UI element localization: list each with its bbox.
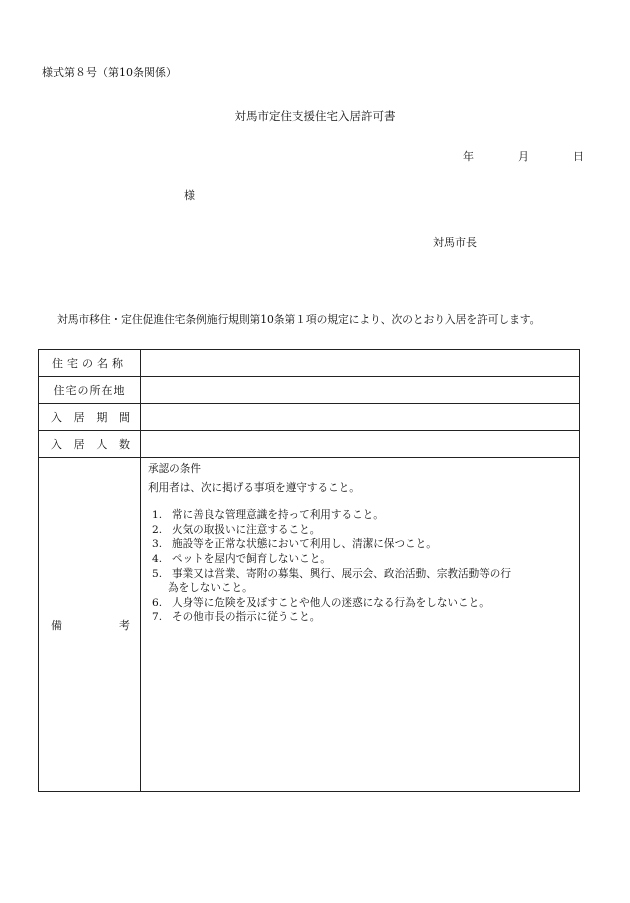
row-label-residence-period bbox=[39, 404, 141, 431]
conditions-heading: 承認の条件 bbox=[148, 463, 201, 475]
date-year: 年 bbox=[463, 150, 474, 163]
label-char: 期 bbox=[96, 411, 108, 424]
label-spread bbox=[39, 409, 140, 425]
form-number: 様式第８号（第10条関係） bbox=[42, 66, 177, 79]
list-item bbox=[148, 552, 573, 567]
list-item-text: その他市長の指示に従うこと。 bbox=[172, 611, 321, 624]
remarks-label-left: 備 bbox=[51, 618, 62, 632]
row-value-occupant-count bbox=[141, 431, 580, 458]
list-item-continuation-text: 為をしないこと。 bbox=[168, 582, 253, 595]
list-item bbox=[148, 523, 573, 538]
list-item-text: 常に善良な管理意識を持って利用すること。 bbox=[172, 509, 384, 522]
label-char: 入 bbox=[51, 438, 62, 451]
remarks-content bbox=[141, 458, 580, 792]
label-char: 居 bbox=[73, 438, 85, 451]
row-value-housing-address bbox=[141, 377, 580, 404]
label-char: 入 bbox=[51, 411, 62, 424]
table-row bbox=[39, 377, 580, 404]
list-item-number: 2. bbox=[152, 523, 163, 536]
list-item-text: 事業又は営業、寄附の募集、興行、展示会、政治活動、宗教活動等の行 bbox=[172, 567, 511, 580]
list-item-number: 1. bbox=[152, 509, 163, 522]
permission-statement: 対馬市移住・定住促進住宅条例施行規則第10条第１項の規定により、次のとおり入居を許可します。 bbox=[57, 313, 541, 326]
list-item-text: 人身等に危険を及ぼすことや他人の迷惑になる行為をしないこと。 bbox=[172, 596, 490, 609]
remarks-label bbox=[39, 617, 140, 633]
recipient-suffix: 様 bbox=[184, 189, 195, 202]
list-item-text: 火気の取扱いに注意すること。 bbox=[172, 523, 321, 536]
label-char: 間 bbox=[118, 411, 130, 424]
date-day: 日 bbox=[573, 150, 584, 163]
list-item-number: 5. bbox=[152, 567, 163, 580]
table-row bbox=[39, 404, 580, 431]
permit-table bbox=[38, 349, 580, 792]
table-row bbox=[39, 431, 580, 458]
list-item bbox=[148, 596, 573, 611]
label-char: 居 bbox=[73, 411, 85, 424]
row-label-occupant-count bbox=[39, 431, 141, 458]
list-item-number: 7. bbox=[152, 611, 163, 624]
conditions-intro: 利用者は、次に掲げる事項を遵守すること。 bbox=[148, 481, 360, 494]
list-item-text: 施設等を正常な状態において利用し、清潔に保つこと。 bbox=[172, 538, 437, 551]
table-row bbox=[39, 350, 580, 377]
table-row-remarks bbox=[39, 458, 580, 792]
date-month: 月 bbox=[518, 150, 529, 163]
list-item-text: ペットを屋内で飼育しないこと。 bbox=[172, 552, 331, 565]
row-label-housing-name: 住宅の名称 bbox=[39, 350, 141, 377]
document-title: 対馬市定住支援住宅入居許可書 bbox=[234, 109, 396, 123]
list-item-number: 3. bbox=[152, 538, 163, 551]
remarks-label-right: 考 bbox=[119, 618, 130, 632]
conditions-list bbox=[148, 508, 573, 625]
label-spread bbox=[39, 436, 140, 452]
row-value-housing-name bbox=[141, 350, 580, 377]
issuer-name: 対馬市長 bbox=[433, 236, 477, 249]
row-value-residence-period bbox=[141, 404, 580, 431]
list-item bbox=[148, 508, 573, 523]
list-item-continuation bbox=[148, 581, 573, 596]
list-item-number: 4. bbox=[152, 552, 163, 565]
date-line bbox=[463, 150, 584, 164]
row-label-housing-address: 住宅の所在地 bbox=[39, 377, 141, 404]
list-item bbox=[148, 537, 573, 552]
label-char: 数 bbox=[118, 438, 130, 451]
row-label-remarks bbox=[39, 458, 141, 792]
label-char: 人 bbox=[96, 438, 108, 451]
list-item bbox=[148, 610, 573, 625]
list-item-number: 6. bbox=[152, 596, 163, 609]
list-item bbox=[148, 567, 573, 582]
